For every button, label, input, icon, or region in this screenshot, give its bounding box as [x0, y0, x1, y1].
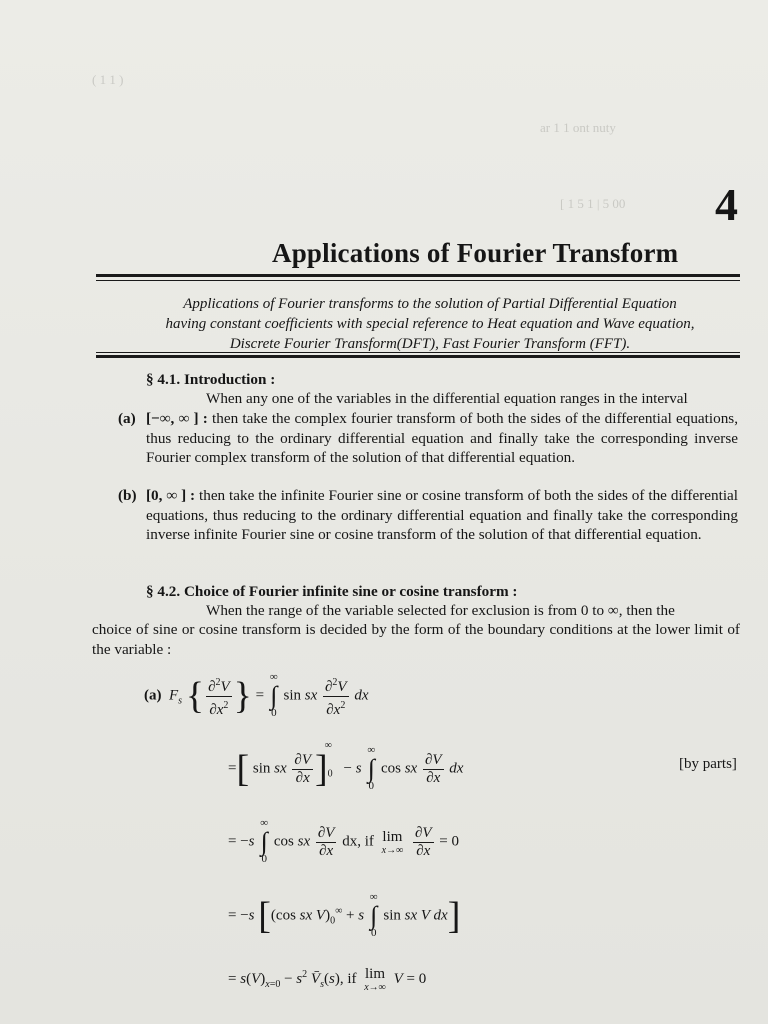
item-b-body: then take the infinite Fourier sine or cosine transform of both the sides of the differential equations, thus reducing to the ordinary differential equation and finally take the corresponding inverse infinite Fourier sine or cosine transform of the solution of that differential equation. [146, 487, 738, 543]
abstract-line: Applications of Fourier transforms to the solution of Partial Differential Equation [183, 296, 677, 312]
lim-operator: lim [382, 828, 403, 845]
abstract-line: Discrete Fourier Transform(DFT), Fast Fourier Transform (FFT). [229, 336, 631, 352]
chapter-number: 4 [715, 179, 738, 230]
item-a-body: then take the complex fourier transform of both the sides of the differential equations, thus reducing to the ordinary differential equation and finally take the corresponding inverse Fourier complex transform of the solution of that differential equation. [146, 410, 739, 466]
lim-subscript: x→∞ [364, 982, 386, 993]
lim-operator: lim [365, 966, 386, 982]
by-parts-note: [by parts] [679, 756, 737, 772]
if-text-last: , if [339, 970, 357, 987]
bleed-through-text: ar 1 1 ont nuty [540, 120, 616, 135]
bleed-through-text: ( 1 1 ) [92, 72, 124, 87]
chapter-abstract [110, 294, 750, 354]
if-text: dx, if [342, 833, 374, 850]
equation-line-3: = −s ∞ ∫ 0 cos sx $\frac{\partial V}{\partial x}$ dx, if lim x→∞ $\frac{\partial V}{\partial x}$ = 0 [228, 817, 460, 865]
equation-line-4: = −s [(cos sx $V)_0^\infty + s$ ∞ ∫ 0 sin sx V dx] [228, 891, 461, 939]
title-rule-thick [96, 274, 740, 277]
section-heading-4-2: § 4.2. Choice of Fourier infinite sine or cosine transform : [146, 583, 518, 600]
title-rule-thin [96, 280, 740, 281]
item-a-label: (a) [118, 410, 136, 427]
equation-line-5: = $s(V)_{x=0} - s^2$ $V̄_s(s)$, if lim x→∞ V = 0 [228, 966, 427, 993]
item-a-text [146, 409, 738, 468]
equation-a-label: (a) [144, 687, 162, 704]
section-heading-4-1: § 4.1. Introduction : [146, 371, 276, 388]
section-4-1-intro: When any one of the variables in the differential equation ranges in the interval [206, 390, 688, 407]
abstract-rule-thin [96, 352, 740, 353]
item-b-interval: [0, ∞ ] : [146, 487, 196, 504]
item-b-label: (b) [118, 487, 137, 504]
abstract-rule-thick [96, 355, 740, 358]
item-a-interval: [−∞, ∞ ] : [146, 410, 208, 427]
bleed-through-text: [ 1 5 1 | 5 00 [560, 196, 626, 211]
section-4-2-body: choice of sine or cosine transform is decided by the form of the boundary conditions at the lower limit of the variable : [92, 621, 740, 658]
equation-a: (a) $F_s$ { $\frac{\partial^2V}{\partial x^2}$ } = ∞ ∫ 0 sin sx $\frac{\partial^2V}{\partial x^2}$ dx [144, 671, 369, 719]
chapter-title: Applications of Fourier Transform [272, 238, 679, 268]
section-4-2-line1: When the range of the variable selected for exclusion is from 0 to ∞, then the [206, 602, 675, 619]
equation-line-2: =[ sin sx $\frac{\partial V}{\partial x}$ ]$_0^\infty - s$ ∞ ∫ 0 cos sx $\frac{\partial V}{\partial x}$ dx [228, 740, 464, 792]
item-b-text [146, 486, 738, 545]
lim-subscript: x→∞ [381, 844, 404, 856]
abstract-line: having constant coefficients with special reference to Heat equation and Wave equation, [165, 316, 695, 332]
